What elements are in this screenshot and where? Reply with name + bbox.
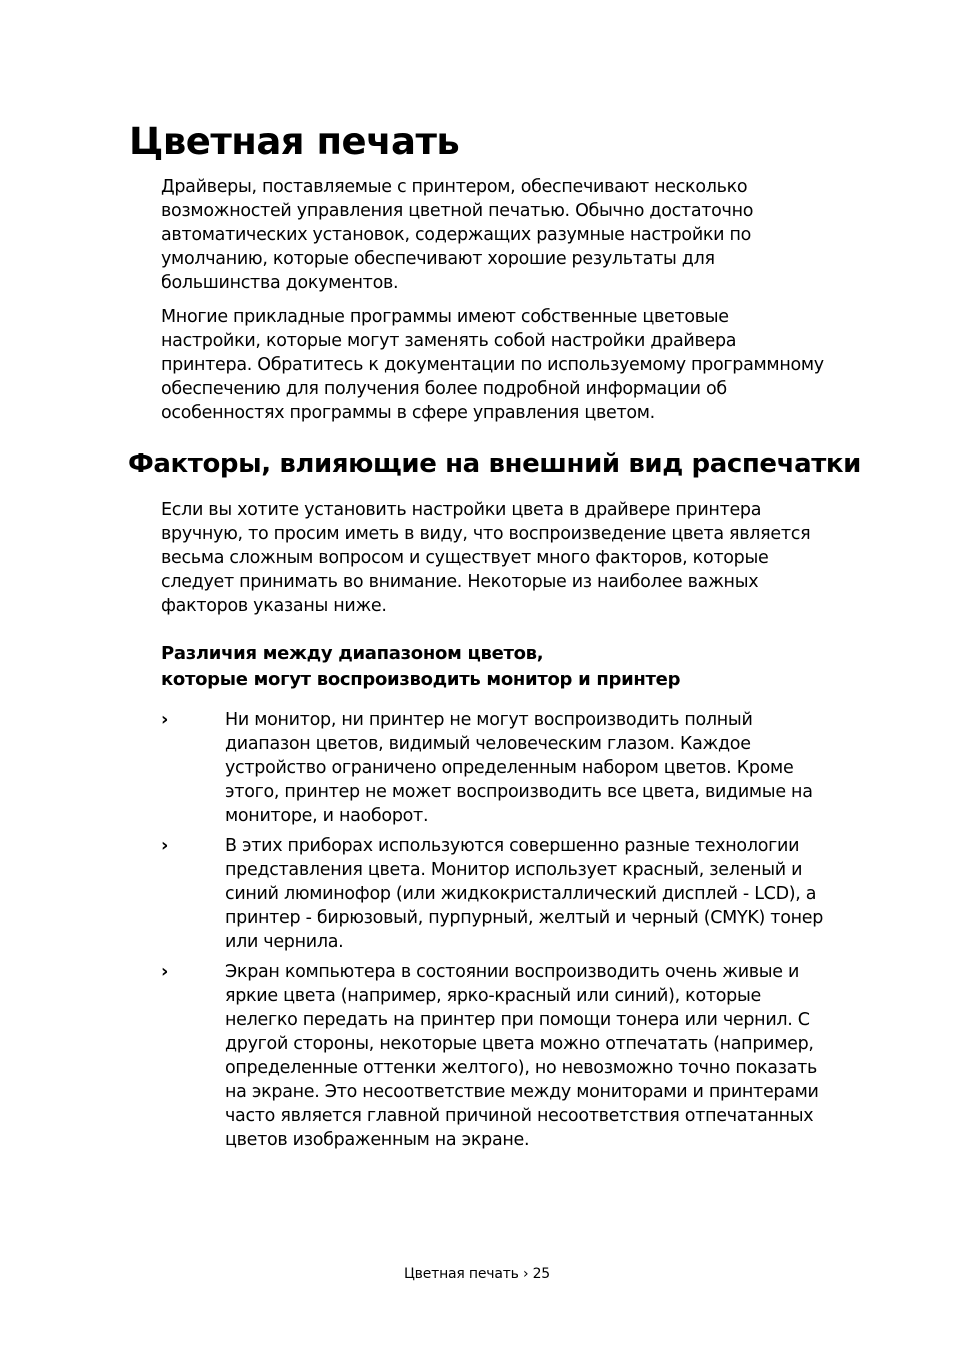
page-title: Цветная печать	[129, 120, 460, 163]
intro-paragraph-1: Драйверы, поставляемые с принтером, обеспечивают несколько возможностей управления цветной печатью. Обычно достаточно автоматических установок, содержащих разумные настройки по умолчанию, которые обеспечивают хорошие результаты для большинства документов.	[161, 177, 754, 293]
list-item	[161, 708, 831, 828]
subheading-line-2: которые могут воспроизводить монитор и принтер	[161, 669, 681, 690]
section-heading: Факторы, влияющие на внешний вид распечатки	[128, 449, 861, 479]
bullet-text: В этих приборах используются совершенно разные технологии представления цвета. Монитор использует красный, зеленый и синий люминофор (или жидкокристаллический дисплей - LCD), а принтер - бирюзовый, пурпурный, желтый и черный (CMYK) тонер или чернила.	[225, 836, 824, 952]
subheading-line-1: Различия между диапазоном цветов,	[161, 643, 544, 664]
bullet-list	[161, 708, 831, 1158]
bullet-text: Ни монитор, ни принтер не могут воспроизводить полный диапазон цветов, видимый человеческим глазом. Каждое устройство ограничено определенным набором цветов. Кроме этого, принтер не может воспроизводить все цвета, видимые на мониторе, и наоборот.	[225, 710, 813, 826]
page-footer: Цветная печать › 25	[403, 1266, 551, 1282]
chevron-right-icon: ›	[161, 961, 169, 982]
list-item	[161, 834, 831, 954]
intro-paragraph-2: Многие прикладные программы имеют собственные цветовые настройки, которые могут заменять собой настройки драйвера принтера. Обратитесь к документации по используемому программному обеспечению для получения более подробной информации об особенностях программы в сфере управления цветом.	[161, 307, 824, 423]
bullet-text: Экран компьютера в состоянии воспроизводить очень живые и яркие цвета (например, ярко-красный или синий), которые нелегко передать на принтер при помощи тонера или чернил. С другой стороны, некоторые цвета можно отпечатать (например, определенные оттенки желтого), но невозможно точно показать на экране. Это несоответствие между мониторами и принтерами часто является главной причиной несоответствия отпечатанных цветов изображенным на экране.	[225, 962, 819, 1150]
chevron-right-icon: ›	[161, 709, 169, 730]
section-paragraph: Если вы хотите установить настройки цвета в драйвере принтера вручную, то просим иметь в виду, что воспроизведение цвета является весьма сложным вопросом и существует много факторов, которые следует принимать во внимание. Некоторые из наиболее важных факторов указаны ниже.	[161, 500, 811, 616]
subheading	[161, 641, 680, 693]
chevron-right-icon: ›	[161, 835, 169, 856]
list-item	[161, 960, 831, 1152]
